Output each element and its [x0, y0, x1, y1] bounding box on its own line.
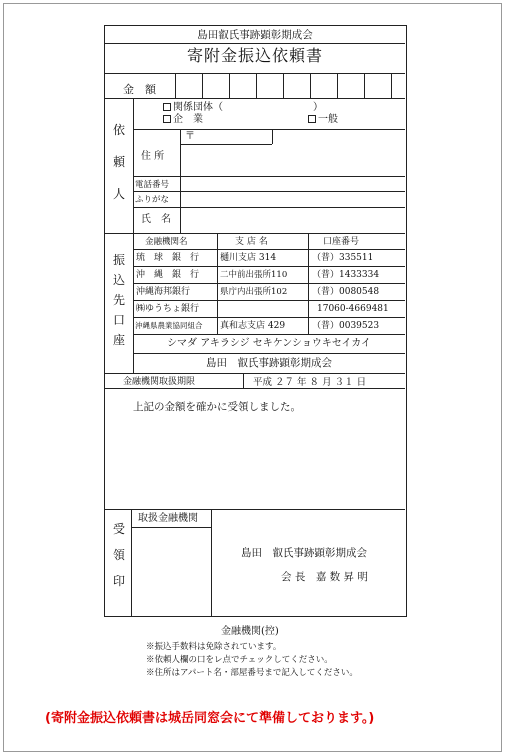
bank-name: 沖 縄 銀 行 [136, 270, 200, 280]
bottom-notice: (寄附金振込依頼書は城岳同窓会にて準備しております。) [45, 711, 375, 726]
bank-name: 琉 球 銀 行 [136, 253, 200, 263]
bank-name: 沖縄県農業協同組合 [135, 321, 203, 330]
col-account: 口座番号 [323, 237, 360, 247]
receipt-statement: 上記の金額を確かに受領しました。 [133, 401, 301, 413]
address-label: 住 所 [141, 151, 165, 162]
donor-side-label: 依 頼 人 [113, 123, 126, 201]
branch-name: 二中前出張所110 [220, 270, 288, 280]
org-header: 島田叡氏事跡顕彰期成会 [197, 29, 313, 41]
branch-name: 真和志支店 429 [220, 321, 286, 331]
checkbox-icon[interactable] [163, 103, 171, 111]
furigana-label: ふりがな [135, 195, 170, 205]
amount-label: 金 額 [123, 83, 156, 96]
option-general[interactable]: 一般 [308, 115, 338, 125]
donation-transfer-form [104, 25, 407, 617]
deadline-value: 平成 ２７ 年 ８ 月 ３１ 日 [253, 377, 367, 388]
deadline-label: 金融機関取扱期限 [123, 377, 196, 387]
account-number: （普）0080548 [312, 287, 380, 297]
bank-name: 沖縄海邦銀行 [136, 287, 191, 297]
account-kana-name: シマダ アキラシジ セキケンショウキセイカイ [167, 338, 371, 349]
checkbox-icon[interactable] [308, 115, 316, 123]
branch-name: 樋川支店 314 [220, 253, 277, 263]
col-bank: 金融機関名 [145, 237, 188, 247]
option-related-group[interactable]: 関係団体（ ） [163, 103, 323, 113]
account-number: （普）1433334 [312, 270, 380, 280]
account-holder-name: 島田 叡氏事跡顕彰期成会 [206, 357, 332, 369]
phone-label: 電話番号 [135, 180, 170, 190]
form-title: 寄附金振込依頼書 [186, 46, 323, 65]
receipt-org-name: 島田 叡氏事跡顕彰期成会 [241, 547, 367, 559]
note-address: ※住所はアパート名・部屋番号まで記入してください。 [146, 668, 358, 678]
branch-name: 県庁内出張所102 [220, 287, 288, 297]
account-number: 17060-4669481 [317, 304, 389, 314]
postal-mark: 〒 [185, 131, 195, 142]
receipt-side-label: 受 領 印 [113, 522, 126, 588]
account-number: （普）335511 [312, 253, 374, 263]
bank-name: ㈱ゆうちょ銀行 [136, 304, 200, 314]
note-fee: ※振込手数料は免除されています。 [146, 642, 282, 652]
account-number: （普）0039523 [312, 321, 380, 331]
col-branch: 支 店 名 [235, 237, 268, 247]
footer-title: 金融機関(控) [221, 626, 279, 637]
transfer-side-label: 振 込 先 口 座 [113, 253, 126, 347]
checkbox-icon[interactable] [163, 115, 171, 123]
name-label: 氏 名 [141, 214, 171, 225]
note-checkbox: ※依頼人欄の口をレ点でチェックしてください。 [146, 655, 333, 665]
receipt-signer: 会 長 嘉 数 昇 明 [281, 571, 368, 583]
handling-bank-label: 取扱金融機関 [138, 513, 198, 524]
option-company[interactable]: 企 業 [163, 115, 203, 125]
